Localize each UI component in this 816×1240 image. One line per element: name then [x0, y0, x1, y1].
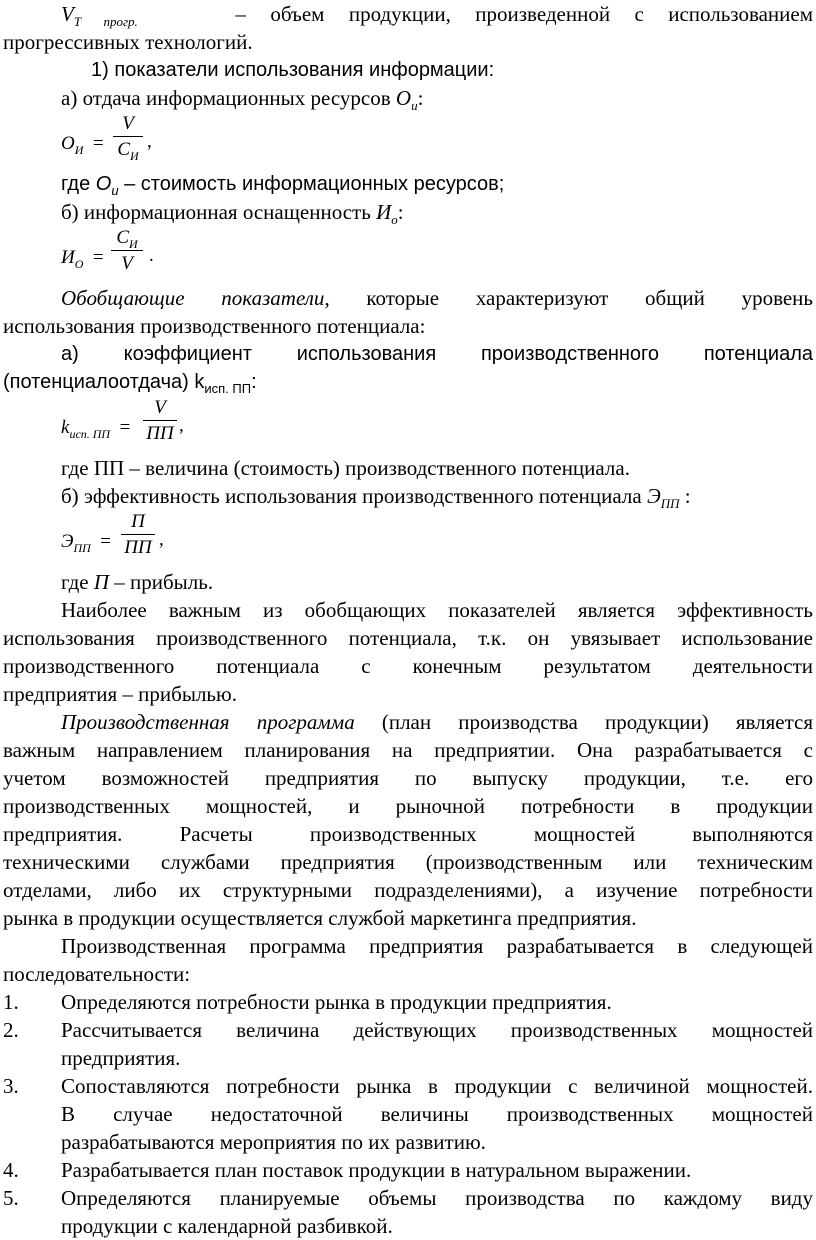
- formula-utilization-coefficient: $k_{исп. ПП}$ = V ПП ,: [61, 396, 813, 454]
- generalizing-indicators-line2: использования производственного потенциала:: [3, 314, 426, 338]
- formula-information-equipment: $И_О$ = $С_И$ V .: [61, 226, 813, 284]
- paragraph-most-important-indicator: Наиболее важным из обобщающих показателей является эффективность использования производственного потенциала, т.к. он увязывает использование производственного потенциала с конечным результатом деятельности предприятия – прибылью.: [3, 598, 813, 706]
- section-title: показатели использования информации:: [114, 59, 495, 81]
- list-item: 1. Определяются потребности рынка в продукции предприятия.: [3, 990, 612, 1014]
- formula-lhs: $Э_{ПП}$ =: [61, 531, 112, 555]
- section-number: 1): [91, 59, 109, 81]
- numbered-list: [3, 988, 813, 1240]
- list-item: 2. Рассчитывается величина действующих производственных мощностей предприятия.: [3, 1018, 813, 1070]
- var-v-subscript: Т прогр.: [73, 14, 138, 29]
- var-v: V: [61, 2, 74, 26]
- item-b-information-equipment: б) информационная оснащенность $И_о$:: [61, 200, 404, 227]
- formula-fraction: V ПП: [143, 396, 177, 447]
- definition-v-progr-line1: [3, 0, 813, 28]
- formula-fraction: $С_И$ V: [111, 226, 143, 277]
- document-page: [3, 0, 813, 1240]
- item-a-utilization-coefficient-line2: (потенциалоотдача) $k_{исп. ПП}$:: [3, 371, 257, 396]
- formula-information-return: $О_И$ = V $С_И$ ,: [61, 113, 152, 163]
- definition-text: – объем продукции, произведенной с использованием: [235, 2, 814, 26]
- formula-fraction: П ПП: [121, 510, 155, 561]
- where-cost-information-resources: где $О_и$ – стоимость информационных ресурсов;: [61, 173, 505, 198]
- paragraph-sequence-intro: Производственная программа предприятия разрабатывается в следующей последовательности:: [3, 934, 813, 986]
- list-item: 5. Определяются планируемые объемы производства по каждому виду продукции с календарной разбивкой.: [3, 1186, 813, 1238]
- where-profit: где П – прибыль.: [61, 570, 214, 594]
- formula-fraction: V $С_И$: [113, 112, 143, 163]
- paragraph-production-program: Производственная программа (план производства продукции) является важным направлением планирования на предприятии. Она разрабатывается с учетом возможностей предприятия по выпуску продукции, т.е. его производственных мощностей, и рыночной потребности в продукции предприятия. Расчеты производственных мощностей выполняются техническими службами предприятия (производственным или техническим отделами, либо их структурными подразделениями), а изучение потребности рынка в продукции осуществляется службой маркетинга предприятия.: [3, 710, 813, 930]
- item-a-utilization-coefficient-line1: а) коэффициент использования производственного потенциала: [61, 343, 813, 365]
- section-heading-information: [3, 56, 813, 84]
- formula-lhs: $И_О$ =: [61, 247, 104, 271]
- formula-lhs: $О_И$ =: [61, 133, 104, 157]
- list-item: 4. Разрабатывается план поставок продукции в натуральном выражении.: [3, 1158, 692, 1182]
- formula-lhs: $k_{исп. ПП}$ =: [61, 417, 131, 441]
- where-production-potential: где ПП – величина (стоимость) производственного потенциала.: [61, 456, 630, 480]
- list-item: 3. Сопоставляются потребности рынка в продукции с величиной мощностей. В случае недостаточной величины производственных мощностей разрабатываются мероприятия по их развитию.: [3, 1074, 813, 1154]
- formula-potential-efficiency: $Э_{ПП}$ = П ПП ,: [61, 510, 813, 568]
- generalizing-indicators-line1: Обобщающие показатели, которые характеризуют общий уровень: [61, 286, 813, 310]
- item-a-information-return: а) отдача информационных ресурсов $О_и$:: [61, 86, 424, 113]
- item-b-potential-efficiency: б) эффективность использования производственного потенциала $Э_{ПП}$ :: [61, 484, 691, 511]
- definition-v-progr-line2: прогрессивных технологий.: [3, 30, 253, 54]
